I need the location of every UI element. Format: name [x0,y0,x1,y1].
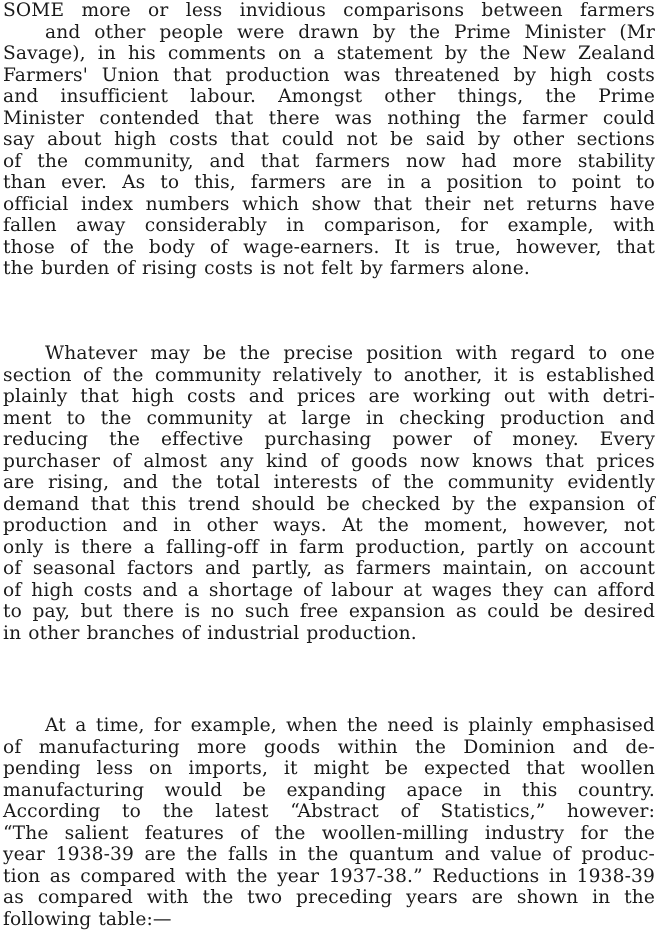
paragraph-2 [3,343,655,644]
text-line: say about high costs that could not be said by other sections [3,129,655,150]
text-line: than ever. As to this, farmers are in a position to point to [3,172,655,193]
paragraph-1 [3,0,655,280]
text-line: in other branches of industrial production. [3,622,417,644]
text-line: manufacturing would be expanding apace in this country. [3,779,655,801]
text-line: to pay, but there is no such free expansion as could be desired [3,601,655,622]
text-line: pending less on imports, it might be expected that woollen [3,758,655,779]
text-line: ment to the community at large in checking production and [3,407,655,429]
text-line: fallen away considerably in comparison, for example, with [3,215,655,236]
text-line: official index numbers which show that their net returns have [3,193,655,215]
text-line: of manufacturing more goods within the Dominion and de- [3,736,655,758]
text-line: are rising, and the total interests of the community evidently [3,472,655,493]
text-line: Savage), in his comments on a statement by the New Zealand [3,43,655,64]
text-line: year 1938-39 are the falls in the quantum and value of produc- [3,844,655,865]
text-line: According to the latest “Abstract of Statistics,” however: [3,801,655,822]
text-line: section of the community relatively to another, it is established [3,364,655,386]
text-line: and insufficient labour. Amongst other things, the Prime [3,86,655,107]
text-line: of seasonal factors and partly, as farmers maintain, on account [3,558,655,579]
text-line: purchaser of almost any kind of goods now knows that prices [3,450,655,472]
text-line: only is there a falling-off in farm production, partly on account [3,536,655,558]
text-line: Whatever may be the precise position with regard to one [45,343,655,364]
text-line: the burden of rising costs is not felt by farmers alone. [3,258,530,279]
text-line: production and in other ways. At the moment, however, not [3,515,655,536]
text-line: plainly that high costs and prices are working out with detri- [3,386,655,407]
text-line: Minister contended that there was nothing the farmer could [3,107,655,129]
text-line: demand that this trend should be checked by the expansion of [3,493,655,515]
text-line: those of the body of wage-earners. It is true, however, that [3,236,655,258]
text-line: “The salient features of the woollen-milling industry for the [3,822,655,844]
text-line: as compared with the two preceding years are shown in the [3,887,655,908]
text-line: reducing the effective purchasing power of money. Every [3,429,655,450]
text-line: following table:— [3,908,172,930]
text-line: of high costs and a shortage of labour at wages they can afford [3,579,655,601]
paragraph-3 [3,715,655,930]
text-line: At a time, for example, when the need is plainly emphasised [45,715,655,736]
text-line: of the community, and that farmers now had more stability [3,150,655,172]
text-line: Farmers' Union that production was threatened by high costs [3,64,655,86]
text-line: and other people were drawn by the Prime Minister (Mr [45,21,655,43]
text-line: tion as compared with the year 1937-38.” Reductions in 1938-39 [3,865,655,887]
text-line: SOME more or less invidious comparisons between farmers [3,0,655,21]
